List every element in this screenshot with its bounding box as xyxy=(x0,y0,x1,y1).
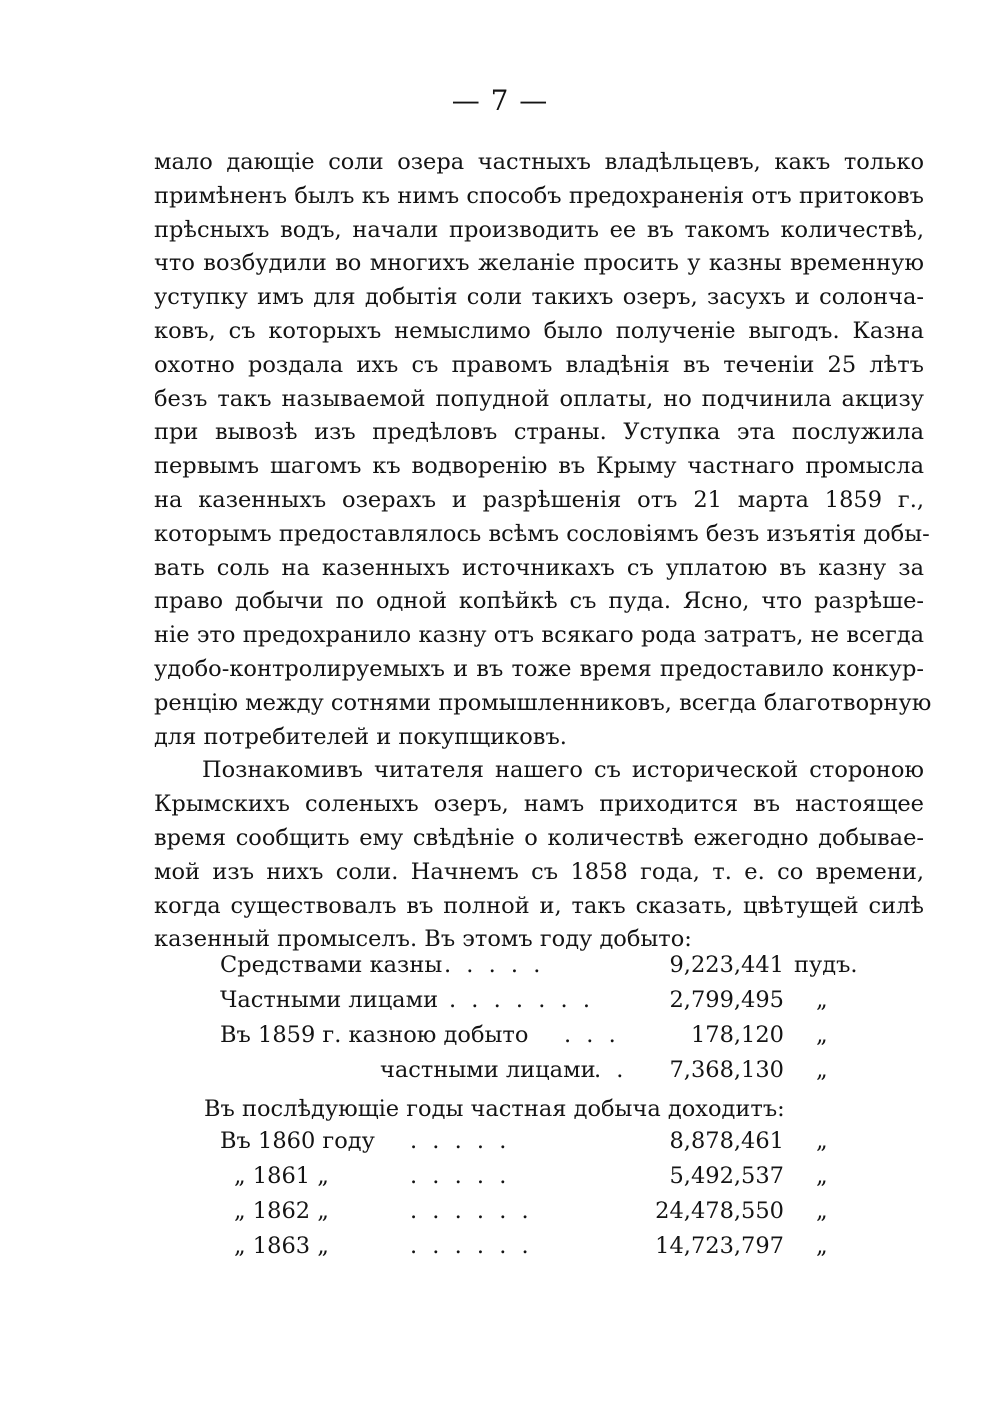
text-line: для потребителей и покупщиковъ. xyxy=(154,723,567,750)
text-line: ніе это предохранило казну отъ всякаго рода затратъ, не всегда xyxy=(154,622,924,649)
text-line: первымъ шагомъ къ водворенію въ Крыму частнаго промысла xyxy=(154,453,924,480)
row-unit: „ xyxy=(816,1233,828,1259)
table-row xyxy=(154,1233,924,1268)
table-row xyxy=(154,1057,924,1092)
leader-dots: . . . xyxy=(564,1022,620,1048)
table-row xyxy=(154,952,924,987)
table-row xyxy=(154,1022,924,1057)
body-text xyxy=(154,146,932,957)
row-unit: „ xyxy=(816,1128,828,1154)
row-unit: „ xyxy=(816,1163,828,1189)
text-line: на казенныхъ озерахъ и разрѣшенія отъ 21 марта 1859 г., xyxy=(154,486,924,513)
table-row xyxy=(154,1198,924,1233)
text-line: уступку имъ для добытія соли такихъ озеръ, засухъ и солонча- xyxy=(154,284,924,311)
text-line: прѣсныхъ водъ, начали производить ее въ такомъ количествѣ, xyxy=(154,216,924,243)
table-row xyxy=(154,1128,924,1163)
page-number: — 7 — xyxy=(451,84,549,117)
subsequent-years-heading: Въ послѣдующіе годы частная добыча доходитъ: xyxy=(204,1096,785,1122)
text-line: которымъ предоставлялось всѣмъ сословіямъ безъ изъятія добы- xyxy=(154,520,930,547)
table-row xyxy=(154,1163,924,1198)
row-value: 2,799,495 xyxy=(669,987,784,1013)
leader-dots: . . xyxy=(594,1057,628,1083)
row-label: „ 1862 „ xyxy=(234,1198,329,1224)
row-label: Частными лицами xyxy=(220,987,439,1013)
leader-dots: . . . . . xyxy=(410,1128,511,1154)
row-unit: „ xyxy=(816,1022,828,1048)
table-row xyxy=(154,987,924,1022)
text-line: охотно роздала ихъ съ правомъ владѣнія въ теченіи 25 лѣтъ xyxy=(154,351,924,378)
text-line: Познакомивъ читателя нашего съ исторической стороною xyxy=(202,757,924,784)
row-value: 24,478,550 xyxy=(655,1198,784,1224)
production-table-1860-1863 xyxy=(154,1128,924,1268)
text-line: время сообщить ему свѣдѣніе о количествѣ ежегодно добывае- xyxy=(154,824,924,851)
leader-dots: . . . . . . xyxy=(410,1233,533,1259)
leader-dots: . . . . . . . xyxy=(449,987,594,1013)
row-value: 8,878,461 xyxy=(669,1128,784,1154)
text-line: безъ такъ называемой попудной оплаты, но подчинила акцизу xyxy=(154,385,924,412)
text-line: удобо-контролируемыхъ и въ тоже время предоставило конкур- xyxy=(154,655,924,682)
production-table-1858-1859 xyxy=(154,952,924,1092)
text-line: что возбудили во многихъ желаніе просить у казны временную xyxy=(154,250,924,277)
row-label: „ 1861 „ xyxy=(234,1163,329,1189)
text-line: когда существовалъ въ полной и, такъ сказать, цвѣтущей силѣ xyxy=(154,892,924,919)
leader-dots: . . . . . xyxy=(444,952,545,978)
leader-dots: . . . . . . xyxy=(410,1198,533,1224)
row-unit: пудъ. xyxy=(794,952,858,978)
row-unit: „ xyxy=(816,1198,828,1224)
text-line: при вывозѣ изъ предѣловъ страны. Уступка эта послужила xyxy=(154,419,924,446)
row-label: частными лицами xyxy=(380,1057,596,1083)
row-unit: „ xyxy=(816,987,828,1013)
row-label: Средствами казны xyxy=(220,952,443,978)
text-line: вать соль на казенныхъ источникахъ съ уплатою въ казну за xyxy=(154,554,924,581)
text-line: мало дающіе соли озера частныхъ владѣльцевъ, какъ только xyxy=(154,149,924,175)
row-unit: „ xyxy=(816,1057,828,1083)
text-line: ковъ, съ которыхъ немыслимо было полученіе выгодъ. Казна xyxy=(154,317,924,344)
row-label: „ 1863 „ xyxy=(234,1233,329,1259)
text-line: право добычи по одной копѣйкѣ съ пуда. Ясно, что разрѣше- xyxy=(154,588,924,615)
text-line: ренцію между сотнями промышленниковъ, всегда благотворную xyxy=(154,689,932,716)
leader-dots: . . . . . xyxy=(410,1163,511,1189)
paragraph-2 xyxy=(154,754,924,957)
text-line: примѣненъ былъ къ нимъ способъ предохраненія отъ притоковъ xyxy=(154,182,924,209)
row-value: 7,368,130 xyxy=(669,1057,784,1083)
row-value: 178,120 xyxy=(690,1022,784,1048)
paragraph-1 xyxy=(154,146,932,754)
row-value: 9,223,441 xyxy=(669,952,784,978)
text-line: Крымскихъ соленыхъ озеръ, намъ приходится въ настоящее xyxy=(154,791,924,818)
row-label: Въ 1859 г. казною добыто xyxy=(220,1022,529,1048)
text-line: мой изъ нихъ соли. Начнемъ съ 1858 года, т. е. со времени, xyxy=(154,858,924,885)
row-value: 14,723,797 xyxy=(655,1233,784,1259)
row-label: Въ 1860 году xyxy=(220,1128,375,1154)
text-line: казенный промыселъ. Въ этомъ году добыто: xyxy=(154,926,692,953)
row-value: 5,492,537 xyxy=(669,1163,784,1189)
